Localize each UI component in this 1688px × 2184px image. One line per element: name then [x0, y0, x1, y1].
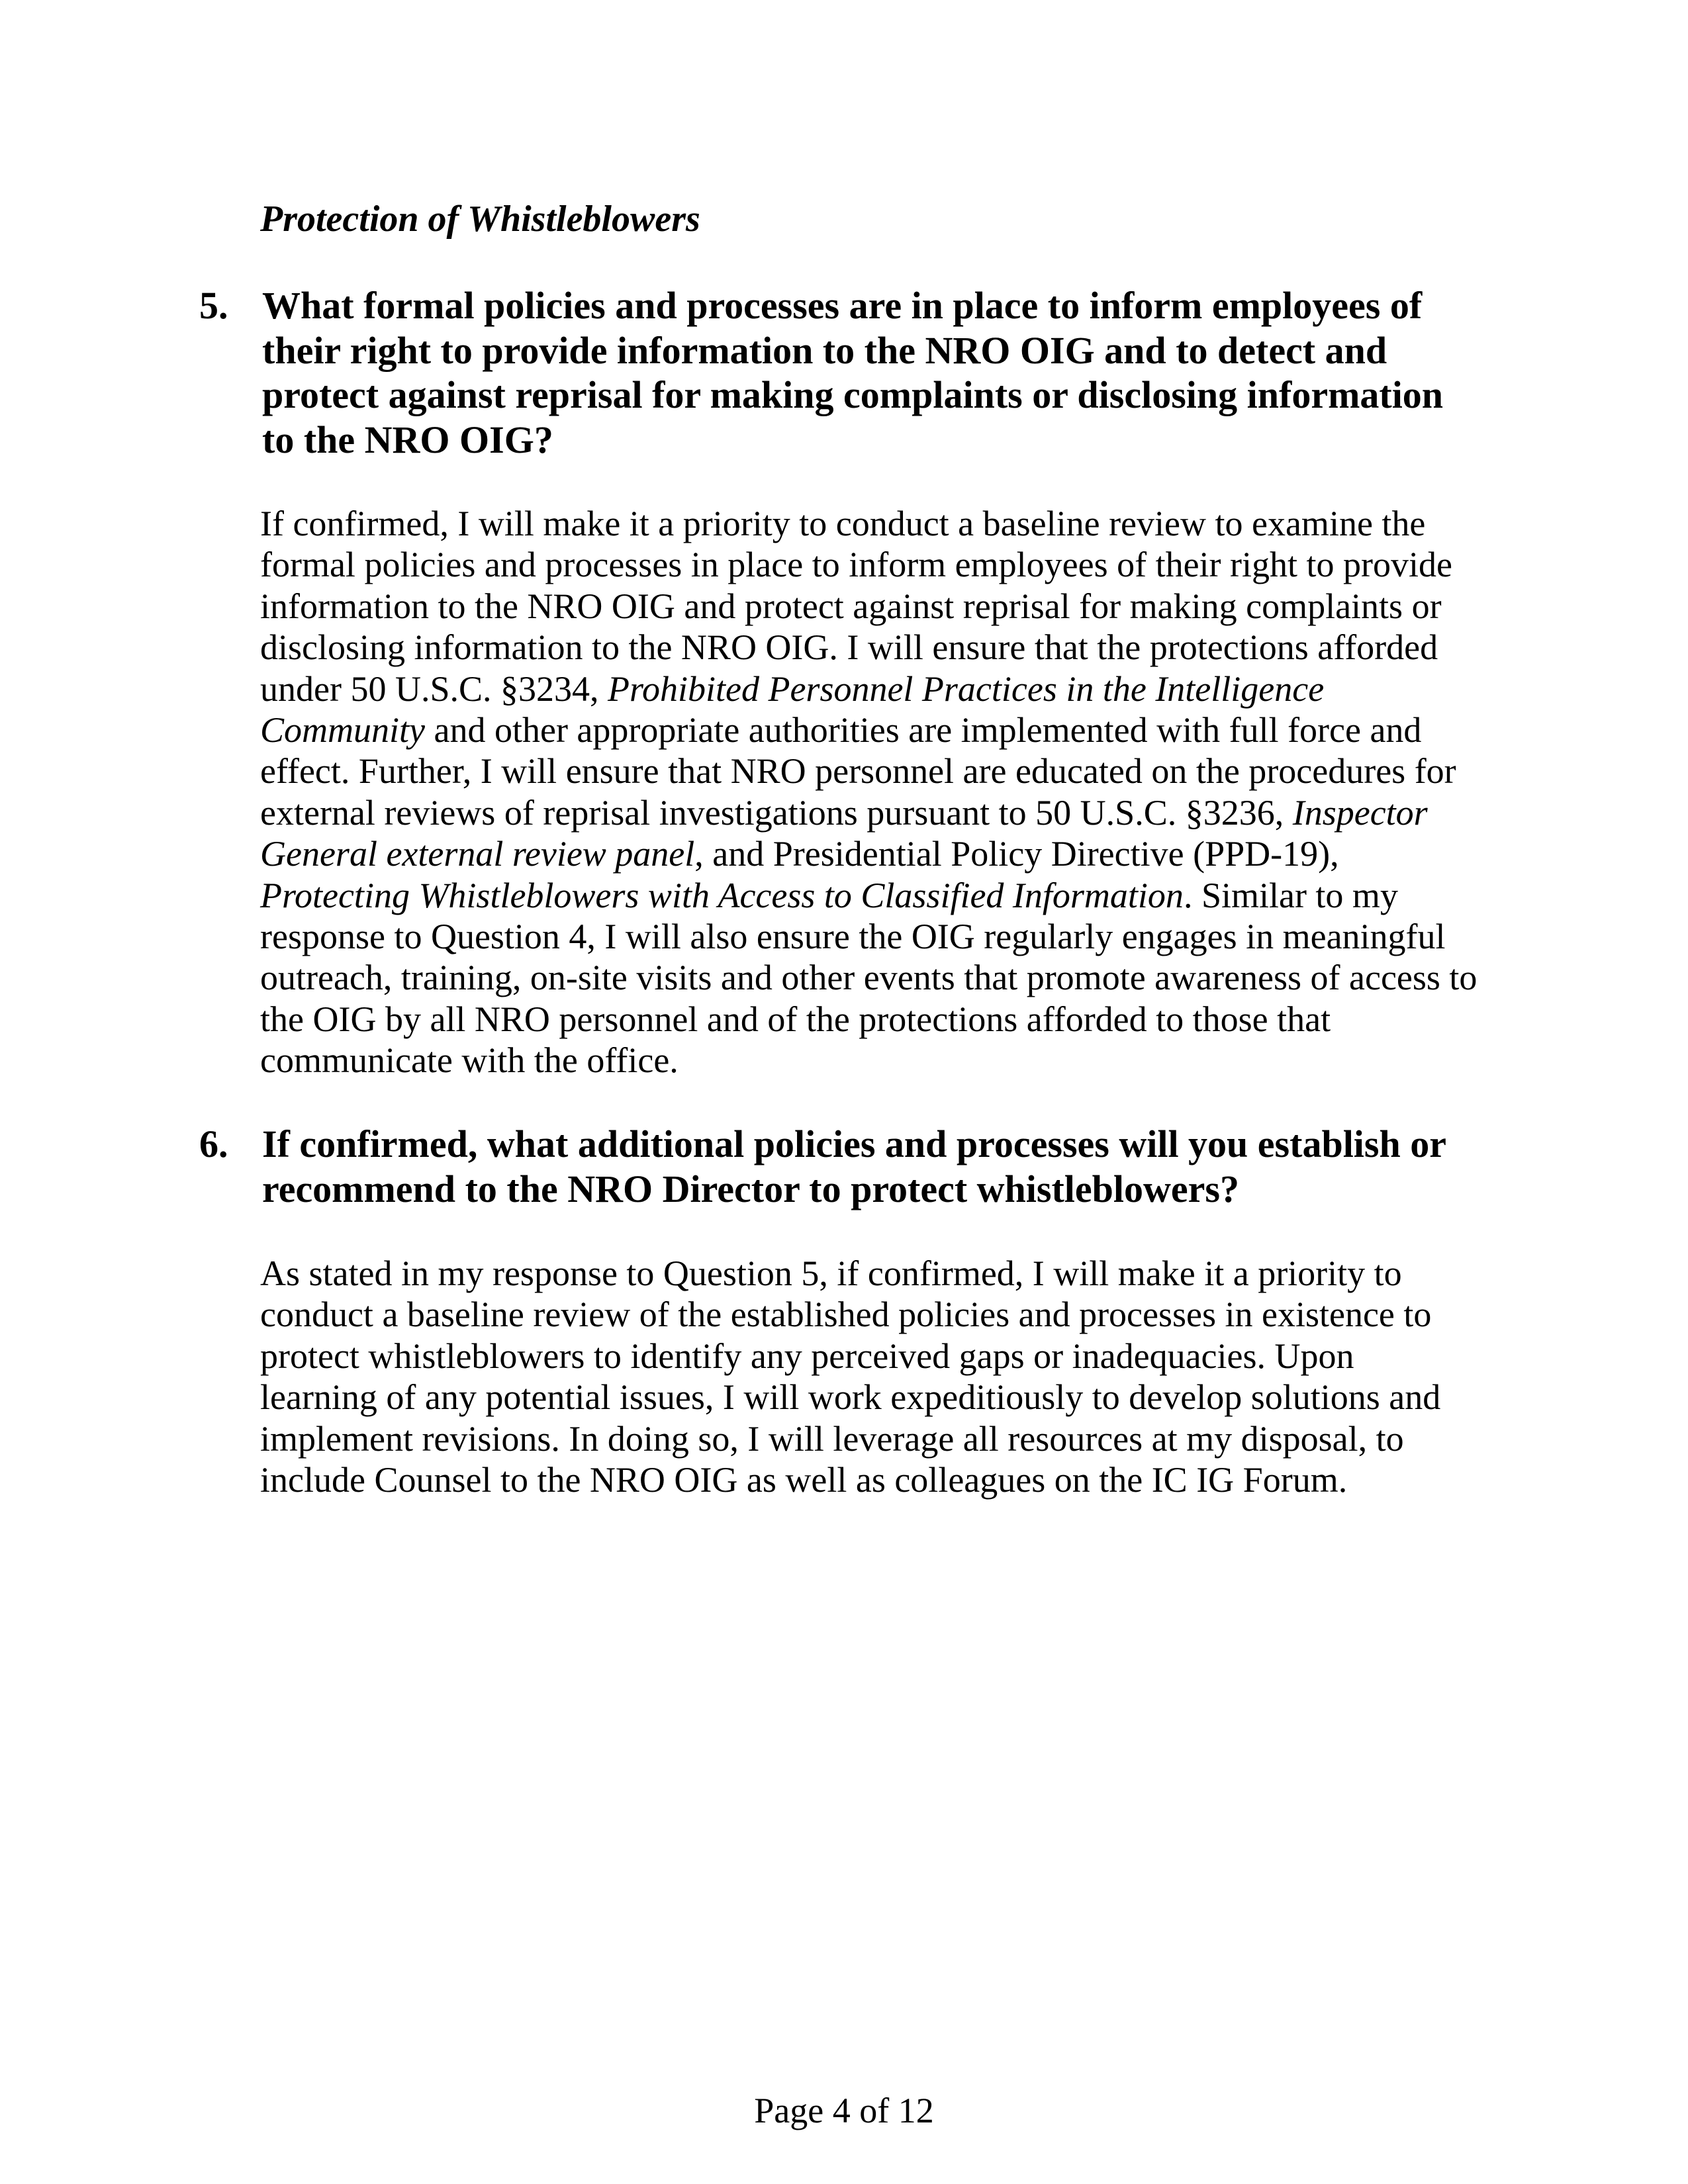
answer-line	[260, 1040, 1477, 1081]
answer-line	[260, 751, 1477, 792]
question-line: their right to provide information to the NRO OIG and to detect and	[262, 328, 1387, 372]
answer-line	[260, 916, 1477, 957]
answer-line	[260, 1294, 1440, 1335]
answer-line	[260, 957, 1477, 998]
answer-line	[260, 1336, 1440, 1377]
answer-line	[260, 833, 1477, 874]
answer-text	[260, 1253, 1440, 1500]
text-run: outreach, training, on-site visits and other events that promote awareness of access to	[260, 958, 1477, 998]
question-line: recommend to the NRO Director to protect whistleblowers?	[262, 1167, 1239, 1210]
text-run: effect. Further, I will ensure that NRO personnel are educated on the procedures for	[260, 751, 1456, 792]
text-run: . Similar to my	[1183, 875, 1398, 915]
text-run: the OIG by all NRO personnel and of the protections afforded to those that	[260, 999, 1331, 1039]
answer-line	[260, 709, 1477, 751]
answer-line	[260, 875, 1477, 916]
text-run: response to Question 4, I will also ensure the OIG regularly engages in meaningful	[260, 916, 1446, 956]
text-run: and other appropriate authorities are implemented with full force and	[425, 709, 1422, 750]
text-run: protect whistleblowers to identify any perceived gaps or inadequacies. Upon	[260, 1336, 1354, 1376]
italic-citation: General external review panel	[260, 834, 695, 874]
text-run: learning of any potential issues, I will work expeditiously to develop solutions and	[260, 1377, 1441, 1418]
text-run: As stated in my response to Question 5, if confirmed, I will make it a priority to	[260, 1253, 1402, 1293]
text-run: formal policies and processes in place to inform employees of their right to provide	[260, 545, 1452, 585]
text-run: include Counsel to the NRO OIG as well as colleagues on the IC IG Forum.	[260, 1459, 1348, 1500]
answer-text	[260, 503, 1477, 1081]
answer-line	[260, 792, 1477, 833]
answer-line	[260, 1377, 1440, 1418]
text-run: disclosing information to the NRO OIG. I will ensure that the protections afforded	[260, 627, 1438, 668]
question-number: 6.	[199, 1122, 228, 1165]
question-line: protect against reprisal for making complaints or disclosing information	[262, 373, 1444, 416]
italic-citation: Protecting Whistleblowers with Access to Classified Information	[260, 875, 1184, 915]
question-line: If confirmed, what additional policies and processes will you establish or	[262, 1122, 1446, 1165]
text-run: external reviews of reprisal investigations pursuant to 50 U.S.C. §3236,	[260, 792, 1293, 833]
text-run: under 50 U.S.C. §3234,	[260, 668, 608, 709]
text-run: If confirmed, I will make it a priority to conduct a baseline review to examine the	[260, 504, 1426, 543]
question-line: to the NRO OIG?	[262, 418, 553, 461]
answer-line	[260, 503, 1477, 544]
question-line: What formal policies and processes are in place to inform employees of	[262, 284, 1423, 327]
answer-line	[260, 627, 1477, 668]
question-text	[262, 1122, 1446, 1211]
page-number: Page 4 of 12	[754, 2091, 934, 2130]
answer-line	[260, 1418, 1440, 1459]
text-run: information to the NRO OIG and protect against reprisal for making complaints or	[260, 586, 1442, 626]
section-title: Protection of Whistleblowers	[260, 199, 700, 240]
italic-citation: Community	[260, 709, 425, 750]
answer-line	[260, 1459, 1440, 1500]
answer-line	[260, 1253, 1440, 1294]
question-text	[262, 283, 1443, 462]
italic-citation: Inspector	[1292, 792, 1428, 833]
text-run: conduct a baseline review of the established policies and processes in existence to	[260, 1295, 1432, 1335]
question-number: 5.	[199, 284, 228, 327]
text-run: implement revisions. In doing so, I will leverage all resources at my disposal, to	[260, 1418, 1404, 1459]
answer-line	[260, 668, 1477, 709]
answer-line	[260, 544, 1477, 585]
italic-citation: Prohibited Personnel Practices in the Intelligence	[608, 668, 1325, 709]
answer-line	[260, 586, 1477, 627]
text-run: communicate with the office.	[260, 1040, 679, 1081]
answer-line	[260, 999, 1477, 1040]
text-run: , and Presidential Policy Directive (PPD-19),	[694, 834, 1339, 874]
